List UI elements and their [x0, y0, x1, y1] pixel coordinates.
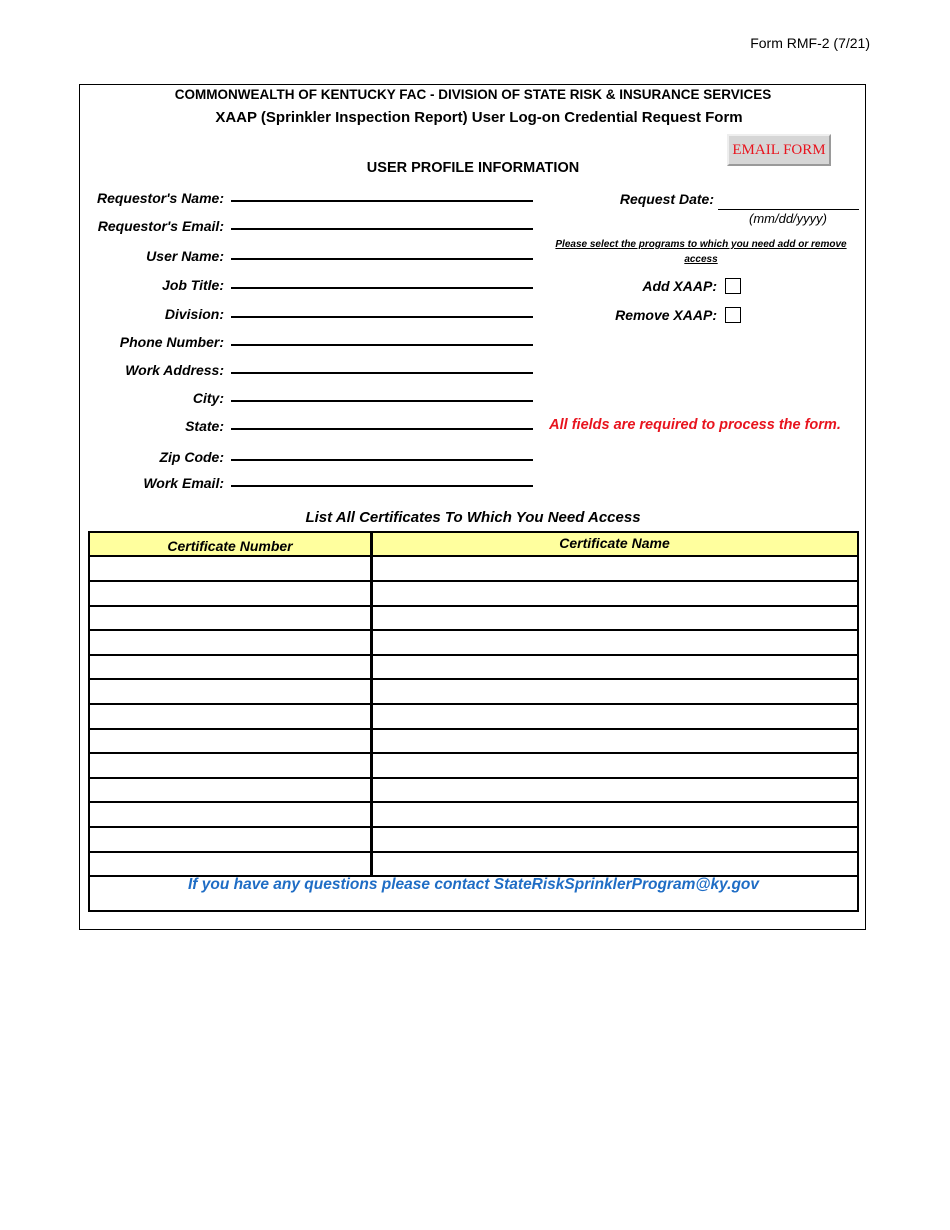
certificate-name-cell[interactable]: [373, 754, 857, 777]
certificate-number-cell[interactable]: [90, 754, 370, 777]
certificate-name-cell[interactable]: [373, 655, 857, 678]
field-label: Work Address:: [125, 362, 224, 378]
remove-xaap-label: Remove XAAP:: [615, 307, 717, 323]
certificate-number-cell[interactable]: [90, 680, 370, 703]
certificate-number-cell[interactable]: [90, 803, 370, 826]
agency-title: COMMONWEALTH OF KENTUCKY FAC - DIVISION OF STATE RISK & INSURANCE SERVICES: [174, 87, 772, 102]
field-label: Requestor's Name:: [96, 190, 224, 206]
certificate-name-cell[interactable]: [373, 680, 857, 703]
section-title: USER PROFILE INFORMATION: [366, 160, 580, 176]
certificate-number-header: Certificate Number: [167, 538, 293, 554]
field-city: [80, 390, 540, 416]
table-row: [90, 754, 857, 779]
contact-email-link[interactable]: StateRiskSprinklerProgram@ky.gov: [493, 876, 759, 893]
field-label: Work Email:: [143, 475, 224, 491]
field-state: [80, 418, 540, 444]
field-requestor-name: [80, 190, 540, 216]
table-row: [90, 852, 857, 877]
city-input[interactable]: [231, 400, 533, 402]
certificate-number-cell[interactable]: [90, 705, 370, 728]
certificate-name-cell[interactable]: [373, 705, 857, 728]
phone-number-input[interactable]: [231, 344, 533, 346]
request-date-hint: (mm/dd/yyyy): [749, 211, 827, 226]
remove-xaap-row: [560, 307, 760, 327]
certificate-number-cell[interactable]: [90, 557, 370, 580]
requestor-email-input[interactable]: [231, 228, 533, 230]
work-address-input[interactable]: [231, 372, 533, 374]
field-label: Phone Number:: [119, 334, 224, 350]
field-requestor-email: [80, 218, 540, 244]
certificate-name-header: Certificate Name: [559, 535, 670, 551]
certificate-number-cell[interactable]: [90, 631, 370, 654]
certificate-number-cell[interactable]: [90, 582, 370, 605]
required-fields-note: All fields are required to process the form.: [549, 417, 841, 433]
email-form-button[interactable]: EMAIL FORM: [727, 134, 831, 166]
field-label: City:: [192, 390, 224, 406]
programs-note: Please select the programs to which you need add or remove access: [555, 239, 847, 265]
field-job-title: [80, 277, 540, 303]
certificate-number-cell[interactable]: [90, 828, 370, 851]
job-title-input[interactable]: [231, 287, 533, 289]
remove-xaap-checkbox[interactable]: [725, 307, 741, 323]
field-division: [80, 306, 540, 332]
column-divider: [370, 533, 373, 876]
add-xaap-row: [560, 278, 760, 298]
field-phone-number: [80, 334, 540, 360]
certificate-number-cell[interactable]: [90, 778, 370, 801]
field-label: Zip Code:: [159, 449, 224, 465]
division-input[interactable]: [231, 316, 533, 318]
field-label: Job Title:: [162, 277, 224, 293]
certificate-name-cell[interactable]: [373, 852, 857, 875]
certificate-name-cell[interactable]: [373, 729, 857, 752]
contact-text: If you have any questions please contact: [187, 876, 494, 893]
certificates-table: [88, 531, 859, 912]
work-email-input[interactable]: [231, 485, 533, 487]
add-xaap-label: Add XAAP:: [642, 278, 717, 294]
user-name-input[interactable]: [231, 258, 533, 260]
table-row: [90, 705, 857, 730]
table-row: [90, 606, 857, 631]
zip-code-input[interactable]: [231, 459, 533, 461]
table-row: [90, 828, 857, 853]
field-work-address: [80, 362, 540, 388]
certificate-name-cell[interactable]: [373, 778, 857, 801]
request-date-input[interactable]: [718, 209, 859, 210]
certificate-name-cell[interactable]: [373, 606, 857, 629]
certificate-number-cell[interactable]: [90, 729, 370, 752]
request-date-label: Request Date:: [619, 191, 714, 207]
field-label: State:: [185, 418, 224, 434]
requestor-name-input[interactable]: [231, 200, 533, 202]
certificate-number-cell[interactable]: [90, 852, 370, 875]
form-number: Form RMF-2 (7/21): [750, 35, 870, 51]
certificate-name-cell[interactable]: [373, 631, 857, 654]
table-row: [90, 803, 857, 828]
table-header: [90, 533, 857, 557]
certificates-title: List All Certificates To Which You Need Access: [305, 509, 641, 526]
field-label: User Name:: [146, 248, 224, 264]
table-row: [90, 631, 857, 656]
certificate-number-cell[interactable]: [90, 655, 370, 678]
certificate-number-cell[interactable]: [90, 606, 370, 629]
certificate-name-cell[interactable]: [373, 803, 857, 826]
table-row: [90, 557, 857, 582]
certificate-name-cell[interactable]: [373, 557, 857, 580]
field-work-email: [80, 475, 540, 501]
field-user-name: [80, 248, 540, 274]
table-row: [90, 680, 857, 705]
table-row: [90, 582, 857, 607]
state-input[interactable]: [231, 428, 533, 430]
field-label: Requestor's Email:: [97, 218, 224, 234]
field-label: Division:: [164, 306, 224, 322]
add-xaap-checkbox[interactable]: [725, 278, 741, 294]
field-zip-code: [80, 449, 540, 475]
table-row: [90, 729, 857, 754]
table-row: [90, 778, 857, 803]
table-row: [90, 655, 857, 680]
contact-line: [90, 876, 857, 894]
certificate-name-cell[interactable]: [373, 582, 857, 605]
certificate-name-cell[interactable]: [373, 828, 857, 851]
form-title: XAAP (Sprinkler Inspection Report) User Log-on Credential Request Form: [215, 109, 743, 126]
